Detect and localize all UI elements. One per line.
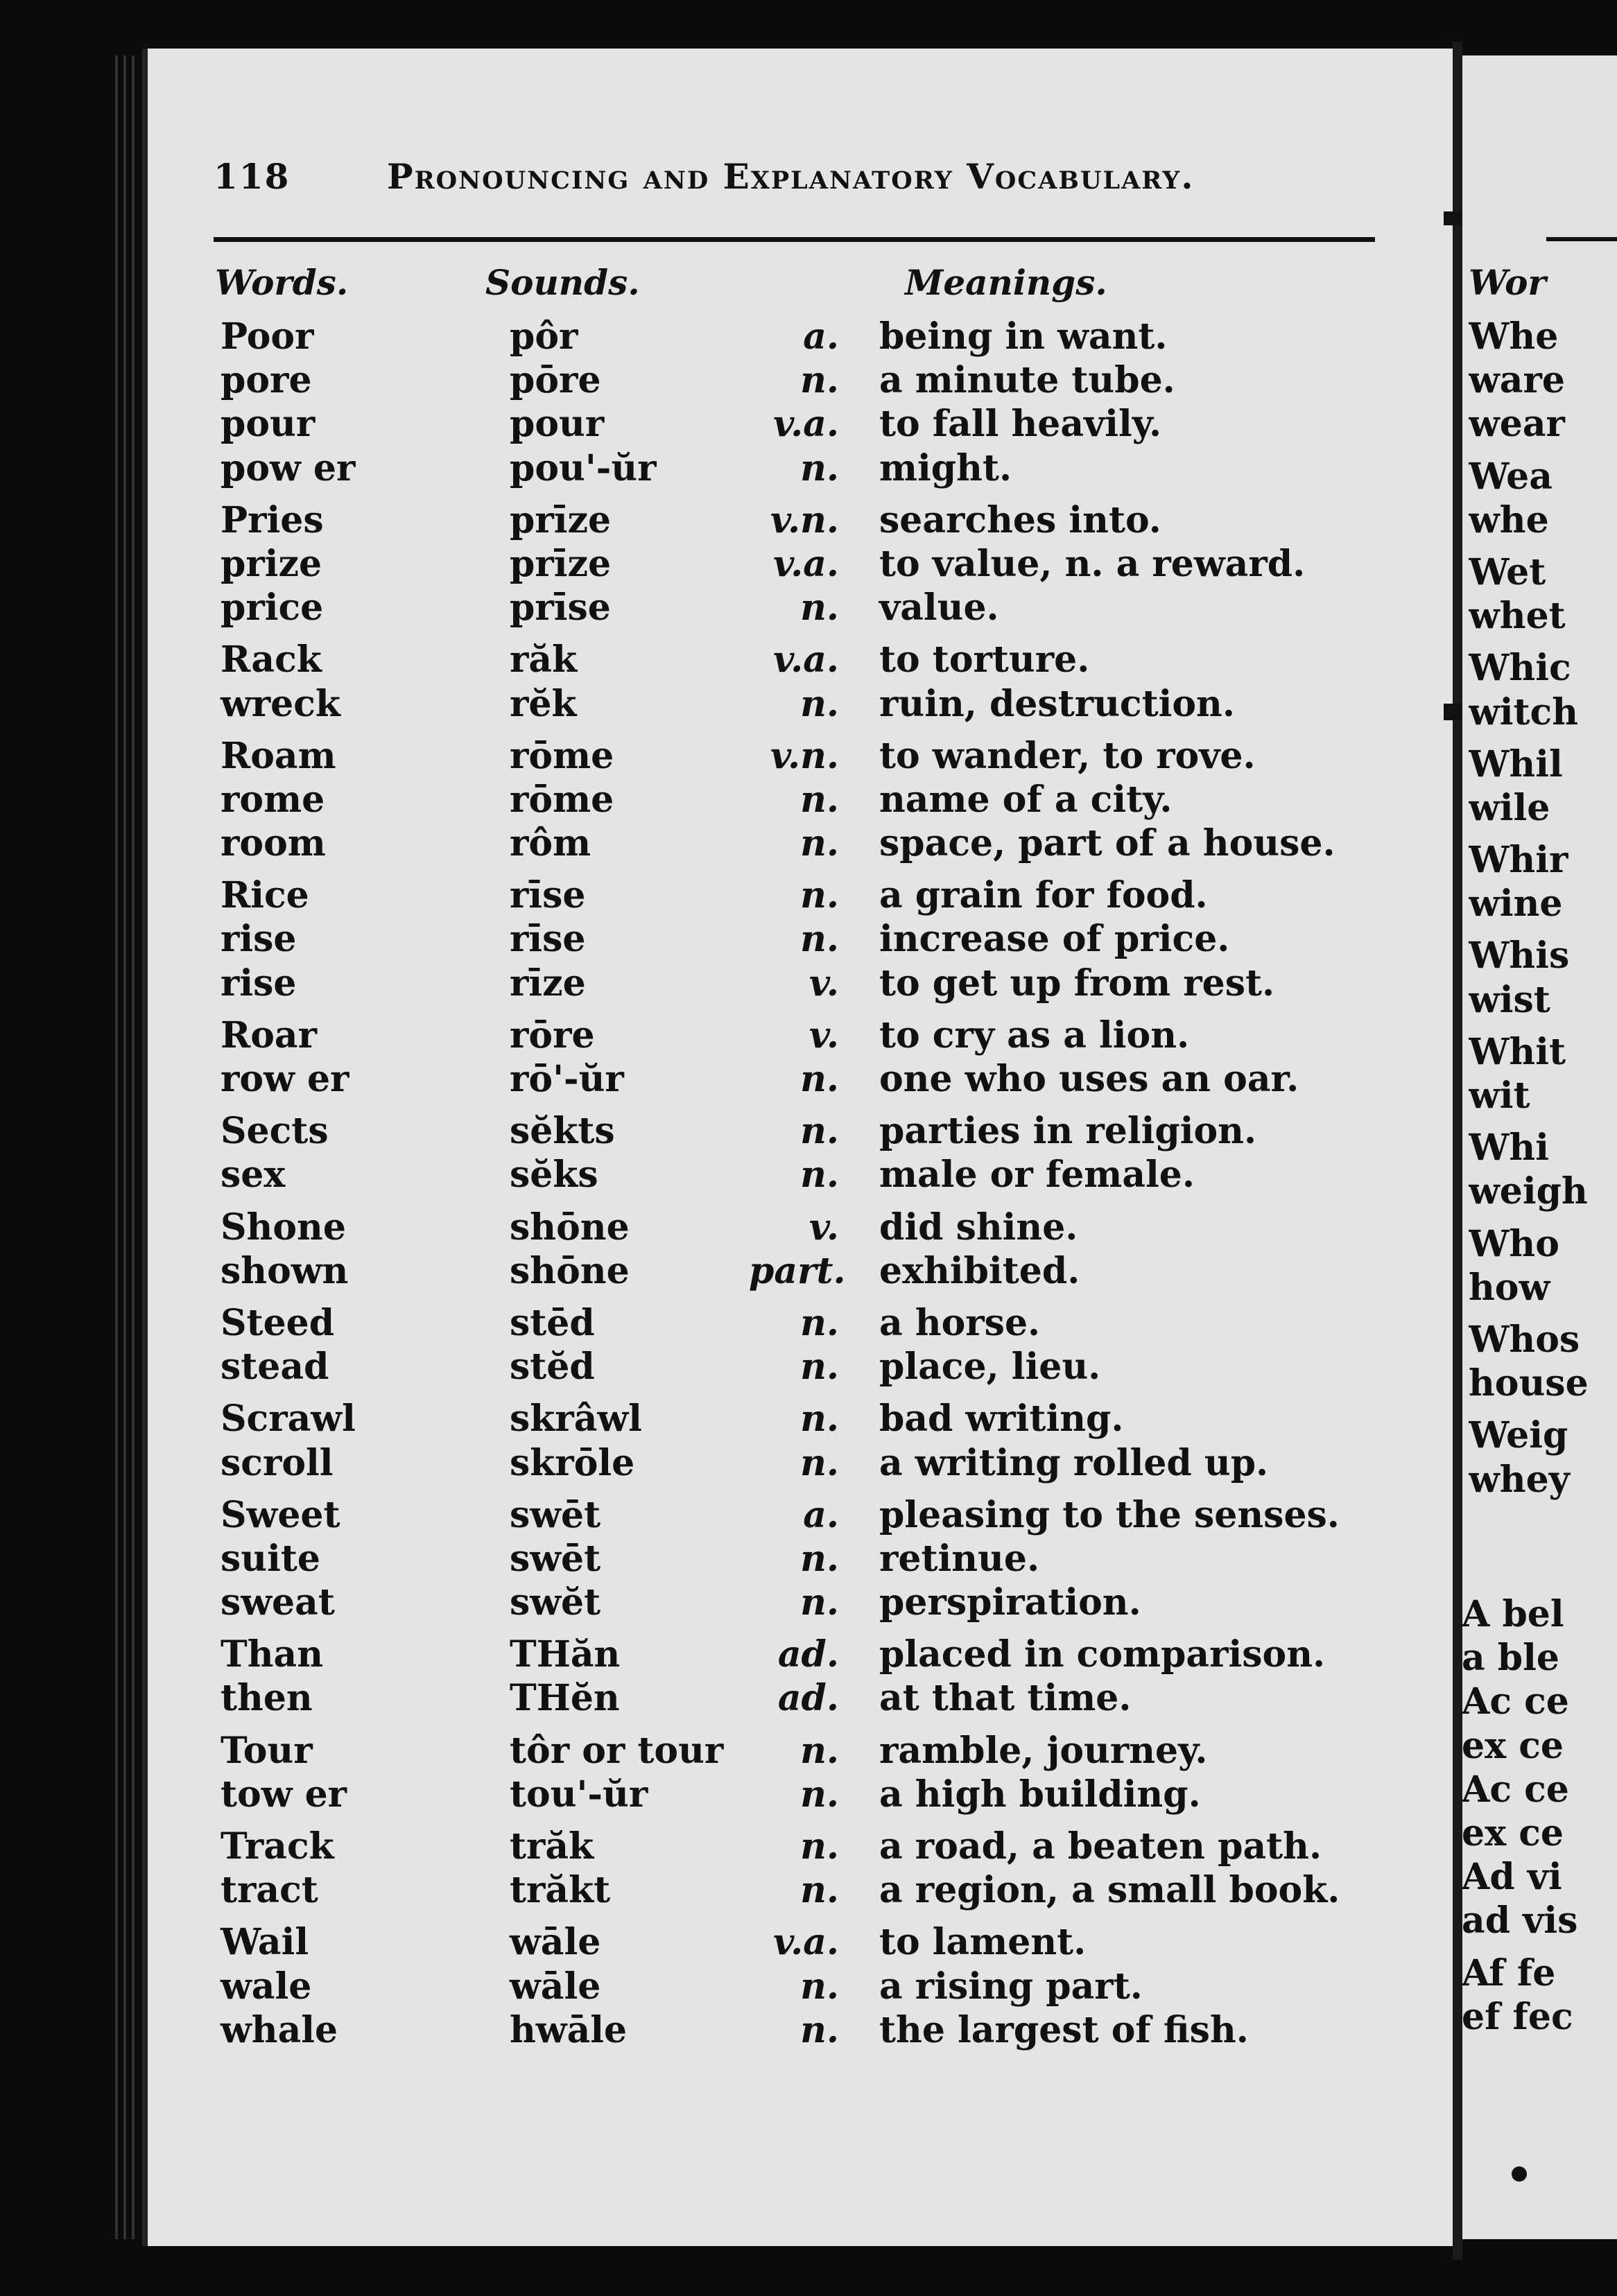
entry-pronunciation: tôr or tour [510,1729,724,1772]
vocabulary-entry [0,1206,1387,1250]
entry-word: room [220,822,326,865]
vocabulary-entry [0,1633,1387,1677]
vocabulary-entry [0,1346,1387,1389]
entry-meaning: the largest of fish. [879,2008,1249,2051]
entry-pronunciation: rīze [510,962,586,1004]
facing-word: whey [1469,1458,1570,1501]
entry-word: Wail [220,1921,309,1964]
entry-pronunciation: trăk [510,1825,594,1868]
entry-word: then [220,1677,313,1720]
entry-word: Scrawl [220,1398,356,1441]
entry-meaning: placed in comparison. [879,1633,1326,1676]
entry-word: Shone [220,1206,346,1249]
entry-part-of-speech: n. [800,2008,839,2051]
vocabulary-entry [0,1398,1387,1441]
vocabulary-entry [0,1110,1387,1154]
vocabulary-entry [0,822,1387,866]
entry-word: Rice [220,874,309,917]
entry-word: prize [220,542,322,585]
vocabulary-entry [0,1921,1387,1965]
entry-meaning: space, part of a house. [879,822,1335,865]
entry-pronunciation: tou'-ŭr [510,1773,648,1816]
entry-part-of-speech: n. [800,1110,839,1153]
entry-meaning: a minute tube. [879,359,1175,402]
facing-word: A bel [1462,1593,1564,1635]
vocabulary-entry [0,638,1387,682]
entry-part-of-speech: ad. [777,1633,839,1676]
entry-part-of-speech: n. [800,1729,839,1772]
vocabulary-entry [0,1825,1387,1869]
entry-meaning: value. [879,586,999,629]
facing-word: Whic [1469,647,1571,690]
vocabulary-entry [0,2009,1387,2053]
entry-part-of-speech: n. [800,1398,839,1441]
entry-part-of-speech: n. [800,1058,839,1100]
entry-pronunciation: rōme [510,734,614,777]
facing-header-rule [1546,237,1617,241]
entry-meaning: perspiration. [879,1581,1141,1624]
vocabulary-entry [0,359,1387,403]
page-number: 118 [214,156,291,197]
facing-word: witch [1469,690,1579,733]
entry-word: stead [220,1346,329,1389]
vocabulary-entry [0,1773,1387,1817]
vocabulary-entry [0,315,1387,359]
entry-meaning: to torture. [879,638,1090,681]
entry-word: rome [220,778,325,821]
entry-word: shown [220,1249,349,1292]
facing-word: Af fe [1462,1951,1556,1994]
entry-part-of-speech: n. [800,1825,839,1868]
facing-word: Ac ce [1462,1768,1569,1811]
vocabulary-entry [0,1730,1387,1773]
entry-pronunciation: rĕk [510,682,577,725]
entry-part-of-speech: n. [800,822,839,865]
entry-meaning: increase of price. [879,918,1230,961]
facing-word: wit [1469,1075,1530,1117]
vocabulary-entry [0,735,1387,779]
facing-word: Weig [1469,1414,1568,1457]
entry-meaning: a high building. [879,1773,1201,1816]
entry-word: price [220,586,324,629]
entry-pronunciation: rīse [510,874,586,917]
facing-word: wile [1469,786,1550,829]
entry-word: Roar [220,1014,317,1056]
entry-part-of-speech: n. [800,682,839,725]
column-header-words: Words. [215,262,349,303]
entry-meaning: being in want. [879,315,1168,358]
entry-pronunciation: prīse [510,586,611,629]
entry-pronunciation: trăkt [510,1869,611,1912]
entry-part-of-speech: n. [800,1773,839,1816]
entry-part-of-speech: n. [800,1346,839,1389]
entry-word: wale [220,1965,312,2008]
entry-part-of-speech: a. [803,315,839,358]
vocabulary-entry [0,1302,1387,1346]
facing-word: Wet [1469,550,1546,593]
vocabulary-entry [0,1965,1387,2009]
entry-word: Poor [220,315,314,358]
entry-pronunciation: prīze [510,542,612,585]
ink-dot [1512,2166,1527,2182]
vocabulary-entry [0,543,1387,586]
entry-part-of-speech: v. [808,962,839,1004]
entry-word: pow er [220,446,356,489]
entry-pronunciation: THăn [510,1633,621,1676]
entry-word: suite [220,1537,320,1580]
vocabulary-entry [0,1538,1387,1581]
entry-meaning: parties in religion. [879,1110,1257,1153]
entry-part-of-speech: n. [800,1869,839,1912]
facing-word: house [1469,1362,1589,1405]
entry-meaning: exhibited. [879,1249,1080,1292]
entry-pronunciation: sĕks [510,1154,598,1197]
entry-meaning: name of a city. [879,778,1173,821]
entry-pronunciation: shōne [510,1206,630,1249]
facing-word: how [1469,1266,1550,1309]
entry-part-of-speech: v.a. [773,1921,839,1964]
entry-pronunciation: rō'-ŭr [510,1058,624,1100]
facing-word: wine [1469,882,1563,925]
facing-word: ware [1469,359,1565,402]
entry-part-of-speech: v.a. [773,403,839,446]
entry-word: whale [220,2008,338,2051]
entry-meaning: one who uses an oar. [879,1058,1299,1100]
entry-part-of-speech: part. [749,1249,846,1292]
entry-part-of-speech: v.a. [773,638,839,681]
vocabulary-entry [0,1154,1387,1197]
entry-meaning: a road, a beaten path. [879,1825,1322,1868]
vocabulary-entry [0,1494,1387,1538]
entry-meaning: place, lieu. [879,1346,1101,1389]
entry-pronunciation: pour [510,403,605,446]
entry-word: Rack [220,638,322,681]
vocabulary-entry [0,1677,1387,1721]
entry-pronunciation: răk [510,638,578,681]
entry-word: sex [220,1154,286,1197]
entry-pronunciation: wāle [510,1921,601,1964]
facing-word: Ac ce [1462,1680,1569,1723]
entry-part-of-speech: v.n. [770,734,839,777]
entry-meaning: might. [879,446,1012,489]
entry-pronunciation: skrōle [510,1441,635,1484]
entry-pronunciation: stēd [510,1301,595,1344]
entry-pronunciation: pou'-ŭr [510,446,657,489]
entry-meaning: to lament. [879,1921,1087,1964]
entry-word: tow er [220,1773,347,1816]
facing-word: Ad vi [1462,1856,1562,1899]
entry-word: Sweet [220,1493,340,1536]
entry-pronunciation: THĕn [510,1677,620,1720]
entry-word: wreck [220,682,340,725]
entry-meaning: bad writing. [879,1398,1124,1441]
facing-column-header: Wor [1469,262,1546,303]
entry-meaning: retinue. [879,1537,1040,1580]
facing-word: wist [1469,978,1550,1021]
entry-pronunciation: swēt [510,1537,601,1580]
entry-pronunciation: shōne [510,1249,630,1292]
facing-word: Whis [1469,934,1570,977]
vocabulary-entry [0,874,1387,918]
book-gutter [1453,42,1462,2260]
facing-word: Whi [1469,1127,1549,1169]
vocabulary-entry [0,1581,1387,1625]
entry-part-of-speech: n. [800,1537,839,1580]
entry-pronunciation: swĕt [510,1581,601,1624]
vocabulary-entry [0,499,1387,543]
entry-word: Steed [220,1301,335,1344]
entry-part-of-speech: v. [808,1014,839,1056]
entry-meaning: pleasing to the senses. [879,1493,1340,1536]
vocabulary-entry [0,683,1387,727]
entry-part-of-speech: n. [800,446,839,489]
facing-word: ef fec [1462,1995,1573,2038]
entry-meaning: male or female. [879,1154,1195,1197]
entry-part-of-speech: n. [800,1154,839,1197]
entry-part-of-speech: n. [800,1581,839,1624]
entry-word: Tour [220,1729,313,1772]
facing-word: Who [1469,1222,1559,1265]
vocabulary-list [0,315,1387,2053]
facing-word: whet [1469,595,1566,638]
entry-pronunciation: hwāle [510,2008,628,2051]
vocabulary-entry [0,779,1387,822]
entry-meaning: to wander, to rove. [879,734,1256,777]
entry-part-of-speech: n. [800,359,839,402]
entry-word: pour [220,403,315,446]
entry-meaning: a region, a small book. [879,1869,1340,1912]
entry-pronunciation: pôr [510,315,578,358]
entry-word: pore [220,359,312,402]
entry-part-of-speech: n. [800,1441,839,1484]
facing-word: Wea [1469,455,1553,498]
entry-meaning: ruin, destruction. [879,682,1235,725]
running-title: Pronouncing and Explanatory Vocabulary. [387,156,1195,197]
entry-meaning: to value, n. a reward. [879,542,1306,585]
entry-word: Sects [220,1110,329,1153]
entry-word: rise [220,962,297,1004]
entry-part-of-speech: n. [800,874,839,917]
entry-part-of-speech: n. [800,1301,839,1344]
vocabulary-entry [0,586,1387,630]
entry-meaning: to get up from rest. [879,962,1275,1004]
entry-pronunciation: swēt [510,1493,601,1536]
entry-word: rise [220,918,297,961]
vocabulary-entry [0,1058,1387,1102]
entry-meaning: a rising part. [879,1965,1143,2008]
facing-word: Whos [1469,1318,1580,1361]
vocabulary-entry [0,918,1387,962]
entry-pronunciation: skrâwl [510,1398,642,1441]
entry-word: scroll [220,1441,334,1484]
entry-pronunciation: rôm [510,822,591,865]
facing-word: whe [1469,498,1549,541]
entry-pronunciation: rīse [510,918,586,961]
facing-word: Whil [1469,742,1563,785]
facing-word: Whir [1469,839,1568,882]
column-header-sounds: Sounds. [485,262,640,303]
vocabulary-entry [0,1869,1387,1913]
entry-word: tract [220,1869,318,1912]
facing-word: ex ce [1462,1724,1564,1767]
vocabulary-entry [0,1014,1387,1058]
entry-part-of-speech: n. [800,918,839,961]
header-rule [214,237,1375,242]
vocabulary-entry [0,403,1387,446]
vocabulary-entry [0,447,1387,491]
entry-pronunciation: stĕd [510,1346,595,1389]
entry-pronunciation: sĕkts [510,1110,615,1153]
entry-part-of-speech: ad. [777,1677,839,1720]
column-header-meanings: Meanings. [905,262,1107,303]
entry-meaning: to fall heavily. [879,403,1162,446]
entry-word: Roam [220,734,336,777]
entry-part-of-speech: a. [803,1493,839,1536]
entry-pronunciation: pōre [510,359,601,402]
vocabulary-entry [0,962,1387,1006]
facing-word-list [1469,315,1617,1502]
facing-word-list-lower [1462,1593,1617,2040]
facing-word: ex ce [1462,1811,1564,1854]
entry-part-of-speech: v.a. [773,542,839,585]
entry-part-of-speech: n. [800,586,839,629]
entry-meaning: searches into. [879,498,1161,541]
entry-word: Track [220,1825,334,1868]
entry-pronunciation: rōme [510,778,614,821]
entry-pronunciation: prīze [510,498,612,541]
entry-meaning: a horse. [879,1301,1041,1344]
page-header [214,156,1378,211]
entry-part-of-speech: n. [800,1965,839,2008]
facing-word: a ble [1462,1637,1559,1680]
entry-part-of-speech: n. [800,778,839,821]
vocabulary-entry [0,1250,1387,1294]
facing-word: ad vis [1462,1899,1578,1942]
entry-word: Pries [220,498,324,541]
entry-meaning: to cry as a lion. [879,1014,1190,1056]
entry-meaning: a writing rolled up. [879,1441,1269,1484]
facing-word: Whit [1469,1030,1566,1073]
entry-part-of-speech: v. [808,1206,839,1249]
entry-meaning: a grain for food. [879,874,1208,917]
entry-word: sweat [220,1581,335,1624]
facing-word: weigh [1469,1170,1588,1213]
entry-pronunciation: wāle [510,1965,601,2008]
entry-word: Than [220,1633,324,1676]
entry-pronunciation: rōre [510,1014,595,1056]
facing-word: Whe [1469,315,1559,358]
facing-word: wear [1469,403,1565,446]
entry-meaning: at that time. [879,1677,1132,1720]
vocabulary-entry [0,1442,1387,1486]
entry-part-of-speech: v.n. [770,498,839,541]
entry-meaning: ramble, journey. [879,1729,1208,1772]
entry-word: row er [220,1058,349,1100]
entry-meaning: did shine. [879,1206,1078,1249]
